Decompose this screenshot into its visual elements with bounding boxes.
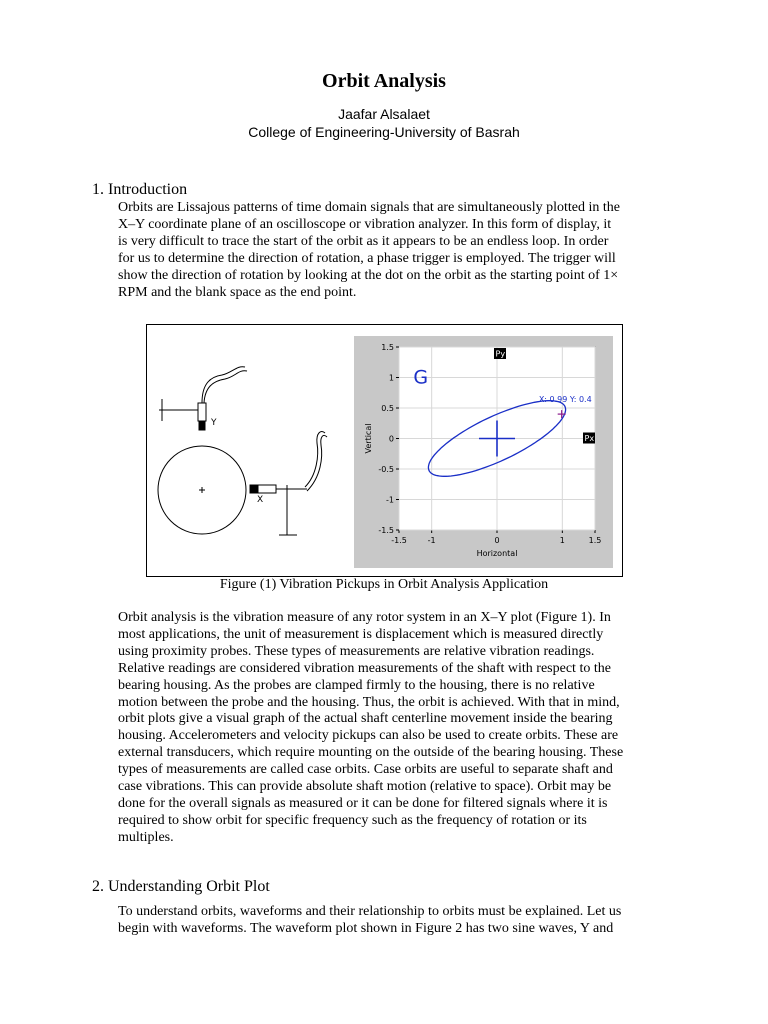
x-tick-label-2: 0 [494,536,500,545]
y-tick-label-0: 1.5 [381,343,394,352]
y-probe-body [198,403,206,421]
x-tick-label-3: 1 [559,536,565,545]
understanding-heading: 2. Understanding Orbit Plot [92,878,270,895]
x-tick-label-4: 1.5 [588,536,602,545]
introduction-paragraph: Orbits are Lissajous patterns of time domain signals that are simultaneously plotted in the X–Y coordinate plane of an oscilloscope or vibration analyzer. In this form of display, it is very difficult to trace the start of the orbit as it appears to be an endless loop. In order for us to determine the direction of rotation, a phase trigger is employed. The trigger will show the direction of rotation by looking at the dot on the orbit as the starting point of 1× RPM and the blank space as the end point. [118,200,620,300]
shaft-center-mark [199,487,205,493]
probe-label-y: Y [211,418,217,428]
y-tick-label-2: 0.5 [381,404,394,413]
author-affiliation: College of Engineering-University of Basrah [248,124,520,140]
plot-glyph: G [413,366,429,389]
y-tick-label-3: 0 [388,434,394,444]
x-probe-tip [250,485,258,493]
cursor-readout: X: 0.99 Y: 0.4 [538,395,592,405]
introduction-heading: 1. Introduction [92,181,188,198]
y-tick-label-5: -1 [386,495,394,505]
orbit-plot [364,343,601,558]
y-tick-label-1: 1 [388,373,394,383]
x-axis-title: Horizontal [476,549,518,558]
y-tick-label-6: -1.5 [378,526,394,535]
understanding-paragraph: To understand orbits, waveforms and their relationship to orbits must be explained. Let us begin with waveforms. The waveform plot shown in Figure 2 has two sine waves, Y and [118,904,622,936]
probe-sketch [158,367,327,535]
y-axis-title: Vertical [364,423,373,454]
y-probe-bracket [159,399,199,421]
orbit-analysis-paragraph: Orbit analysis is the vibration measure of any rotor system in an X–Y plot (Figure 1). In most applications, the unit of measurement is displacement which is measured directly using proximity probes. These types of measurements are relative vibration readings. Relative readings are considered vibration measurements of the shaft with respect to the bearing housing. As the probes are clamped firmly to the housing, there is no relative motion between the probe and the housing. Thus, the orbit is achieved. With that in mind, orbit plots give a visual graph of the actual shaft centerline movement inside the bearing housing. Accelerometers and velocity pickups can also be used to create orbits. These are external transducers, which require mounting on the outside of the bearing housing. These types of measurements are called case orbits. Case orbits are useful to separate shaft and case vibrations. This can provide absolute shaft motion (relative to space). Orbit may be done for the overall signals as measured or it can be done for filtered signals where it is required to show orbit for specific frequency such as the frequency of rotation or its multiples. [118,610,624,845]
author-name: Jaafar Alsalaet [338,106,430,122]
y-probe-cable-2 [204,371,247,403]
figure-1-canvas [147,325,622,576]
x-probe-body [258,485,276,493]
marker-right: Px [584,434,595,443]
x-tick-label-0: -1.5 [391,536,407,545]
x-tick-label-1: -1 [427,536,436,545]
y-tick-label-4: -0.5 [378,465,394,474]
marker-top: Py [495,349,506,359]
y-probe-tip [199,421,205,430]
x-probe-cable [305,431,325,487]
probe-label-x: X [257,495,264,505]
paper-title: Orbit Analysis [322,70,446,92]
figure-1-caption: Figure (1) Vibration Pickups in Orbit Analysis Application [219,577,549,592]
figure-1 [146,324,623,577]
x-probe-bracket [276,485,307,535]
